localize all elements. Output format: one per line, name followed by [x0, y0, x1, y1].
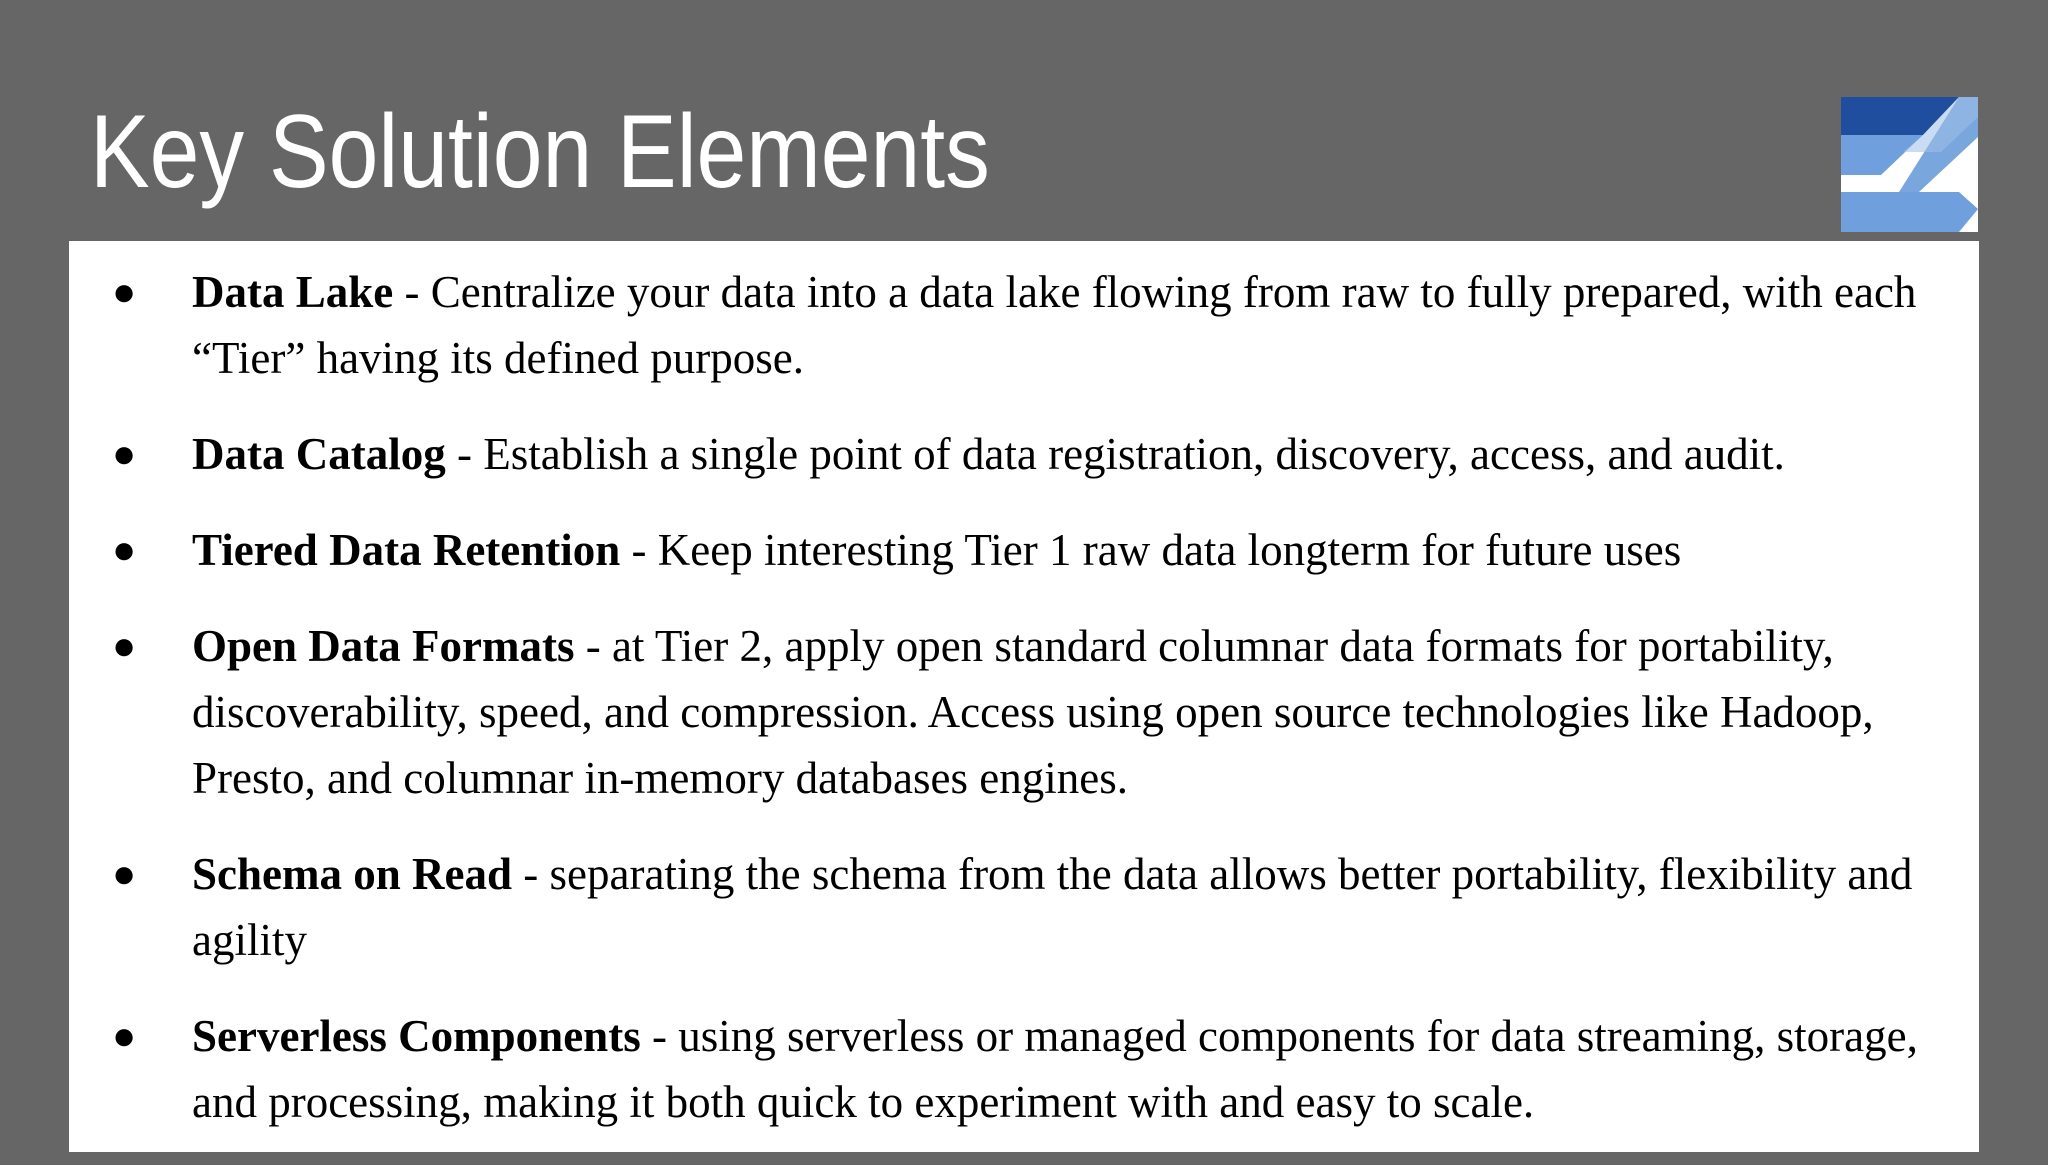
bullet-term: Tiered Data Retention	[192, 525, 621, 575]
bullet-marker: ●	[112, 1013, 137, 1058]
content-panel	[69, 241, 1979, 1152]
bullet-item-data-lake	[69, 259, 1979, 391]
bullet-item-open-data-formats	[69, 613, 1979, 811]
bullet-description: - Keep interesting Tier 1 raw data longterm for future uses	[620, 525, 1682, 575]
z-logo-icon	[1841, 97, 1978, 232]
bullet-description: - using serverless or managed components for data streaming, storage, and processing, making it both quick to experiment with and easy to scale.	[192, 1011, 1918, 1127]
bullet-marker: ●	[112, 851, 137, 896]
bullet-marker: ●	[112, 269, 137, 314]
bullet-marker: ●	[112, 527, 137, 572]
bullet-item-schema-on-read	[69, 841, 1979, 973]
bullet-term: Data Catalog	[192, 429, 446, 479]
bullet-description: - Centralize your data into a data lake flowing from raw to fully prepared, with each “Tier” having its defined purpose.	[192, 267, 1917, 383]
bullet-item-serverless-components	[69, 1003, 1979, 1135]
slide-title: Key Solution Elements	[90, 94, 990, 210]
bullet-item-tiered-data-retention	[69, 517, 1979, 583]
bullet-description: - separating the schema from the data allows better portability, flexibility and agility	[192, 849, 1913, 965]
bullet-description: - at Tier 2, apply open standard columnar data formats for portability, discoverability, speed, and compression. Access using open source technologies like Hadoop, Presto, and columnar in-memory databases engines.	[192, 621, 1874, 803]
bullet-list	[69, 259, 1979, 1165]
bullet-marker: ●	[112, 431, 137, 476]
bullet-term: Open Data Formats	[192, 621, 575, 671]
bullet-marker: ●	[112, 623, 137, 668]
bullet-term: Data Lake	[192, 267, 394, 317]
bullet-item-data-catalog	[69, 421, 1979, 487]
bullet-term: Schema on Read	[192, 849, 513, 899]
bullet-term: Serverless Components	[192, 1011, 641, 1061]
bullet-description: - Establish a single point of data registration, discovery, access, and audit.	[445, 429, 1785, 479]
